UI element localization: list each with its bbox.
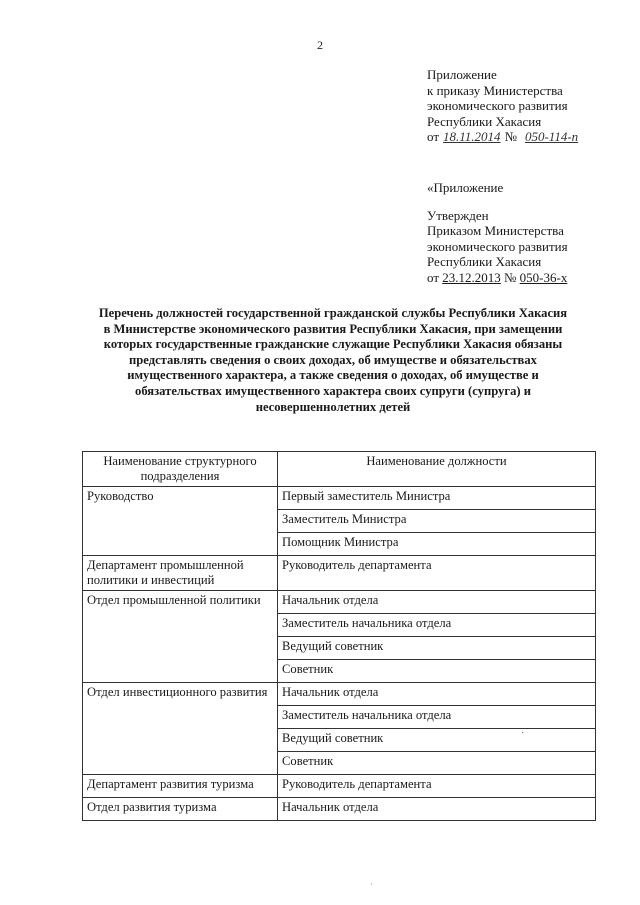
approved-block	[427, 180, 568, 285]
position-cell: Советник	[278, 752, 596, 775]
unit-cell: Отдел развития туризма	[83, 798, 278, 821]
appendix-block	[427, 67, 578, 145]
position-cell: Первый заместитель Министра	[278, 487, 596, 510]
unit-cell: Отдел инвестиционного развития	[83, 683, 278, 775]
unit-cell: Отдел промышленной политики	[83, 591, 278, 683]
header-position: Наименование должности	[278, 452, 596, 487]
position-cell: Начальник отдела	[278, 798, 596, 821]
position-cell: Заместитель Министра	[278, 510, 596, 533]
position-cell: Заместитель начальника отдела	[278, 614, 596, 637]
handwritten-number: 050-114-п	[524, 129, 579, 144]
position-cell: Руководитель департамента	[278, 556, 596, 591]
table-row	[83, 591, 596, 614]
approved-date: 23.12.2013	[442, 269, 501, 285]
unit-cell: Руководство	[83, 487, 278, 556]
table-row	[83, 798, 596, 821]
position-cell: Начальник отдела	[278, 591, 596, 614]
table-row	[83, 683, 596, 706]
table-row	[83, 775, 596, 798]
header-unit: Наименование структурного подразделения	[83, 452, 278, 487]
appendix-from-label: от	[427, 129, 440, 144]
position-cell: Ведущий советник	[278, 729, 596, 752]
position-cell: Советник	[278, 660, 596, 683]
position-cell: Руководитель департамента	[278, 775, 596, 798]
approved-from-label: от	[427, 269, 440, 285]
document-title: Перечень должностей государственной гражданской службы Республики Хакасия в Министерстве экономического развития Республики Хакасия, при замещении которых государственные гражданские служащие Республики Хакасия обязаны представлять сведения о своих доходах, об имуществе и обязательствах имущественного характера, а также сведения о доходах, об имуществе и обязательствах имущественного характера своих супруги (супруга) и несовершеннолетних детей	[98, 306, 568, 414]
position-cell: Заместитель начальника отдела	[278, 706, 596, 729]
appendix-region: Республики Хакасия	[427, 113, 542, 129]
scan-mark: ˙	[521, 731, 525, 742]
handwritten-date: 18.11.2014	[443, 129, 501, 144]
approved-number-label: №	[504, 269, 517, 285]
table-row	[83, 556, 596, 591]
position-cell: Помощник Министра	[278, 533, 596, 556]
appendix-date-line	[427, 129, 578, 145]
scan-dot: ·	[370, 880, 373, 889]
approved-date-line	[427, 270, 568, 286]
approved-order-line1: Приказом Министерства	[427, 223, 564, 238]
quoted-appendix-title: «Приложение	[427, 180, 504, 195]
page-number: 2	[317, 38, 323, 52]
approved-number: 050-36-х	[519, 269, 568, 285]
position-cell: Начальник отдела	[278, 683, 596, 706]
appendix-title: Приложение	[427, 67, 497, 82]
table-body	[83, 487, 596, 821]
table-row	[83, 487, 596, 510]
position-cell: Ведущий советник	[278, 637, 596, 660]
table-header-row	[83, 452, 596, 487]
appendix-ministry: экономического развития	[427, 98, 568, 113]
approved-label: Утвержден	[427, 207, 489, 223]
positions-table	[82, 451, 596, 821]
unit-cell: Департамент развития туризма	[83, 775, 278, 798]
approved-order-line3: Республики Хакасия	[427, 254, 542, 269]
appendix-number-label: №	[504, 129, 517, 144]
appendix-order-ref: к приказу Министерства	[427, 82, 563, 98]
approved-order-line2: экономического развития	[427, 238, 568, 254]
unit-cell: Департамент промышленной политики и инвестиций	[83, 556, 278, 591]
